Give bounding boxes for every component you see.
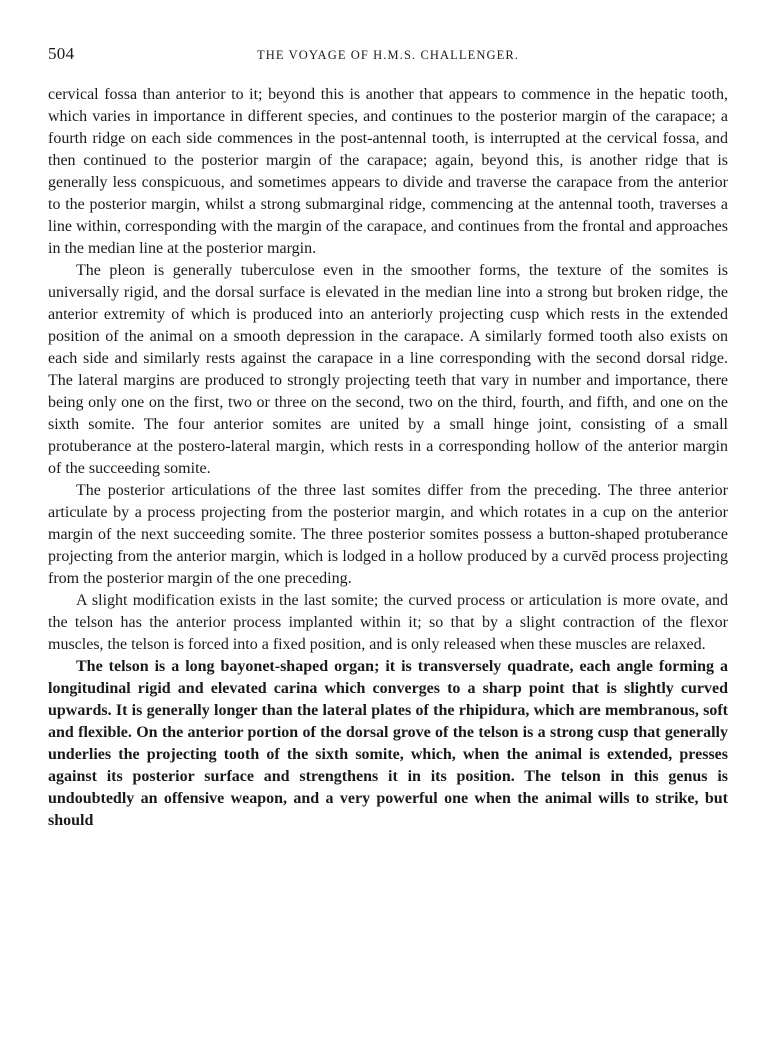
page-number: 504	[48, 44, 75, 63]
paragraph-telson: The telson is a long bayonet-shaped organ; it is transversely quadrate, each angle forming a longitudinal rigid and elevated carina which converges to a sharp point that is slightly curved upwards. It is generally longer than the lateral plates of the rhipidura, which are membranous, soft and flexible. On the anterior portion of the dorsal grove of the telson is a strong cusp that generally underlies the projecting tooth of the sixth somite, which, when the animal is extended, presses against its posterior surface and strengthens it in its position. The telson in this genus is undoubtedly an offensive weapon, and a very powerful one when the animal wills to strike, but should	[48, 658, 728, 829]
body-text	[48, 84, 728, 832]
page-header	[48, 0, 728, 72]
paragraph-pleon: The pleon is generally tuberculose even in the smoother forms, the texture of the somites is universally rigid, and the dorsal surface is elevated in the median line into a strong but broken ridge, the anterior extremity of which is produced into an anteriorly projecting cusp which rests in the extended position of the animal on a smooth depression in the carapace. A similarly formed tooth also exists on each side and similarly rests against the carapace in a line corresponding with the second dorsal ridge. The lateral margins are produced to strongly projecting teeth that vary in number and importance, there being only one on the first, two or three on the second, two on the third, fourth, and fifth, and one on the sixth somite. The four anterior somites are united by a small hinge joint, consisting of a small protuberance at the postero-lateral margin, which rests in a corresponding hollow of the anterior margin of the succeeding somite.	[48, 262, 728, 477]
paragraph-posterior-articulations: The posterior articulations of the three last somites differ from the preceding. The three anterior articulate by a process projecting from the posterior margin, and which rotates in a cup on the anterior margin of the next succeeding somite. The three posterior somites possess a button-shaped protuberance projecting from the anterior margin, which is lodged in a hollow produced by a curvēd process projecting from the posterior margin of the one preceding.	[48, 482, 728, 587]
running-title: THE VOYAGE OF H.M.S. CHALLENGER.	[256, 48, 520, 62]
paragraph-carapace-ridges: cervical fossa than anterior to it; beyond this is another that appears to commence in the hepatic tooth, which varies in importance in different species, and continues to the posterior margin of the carapace; a fourth ridge on each side commences in the post-antennal tooth, is interrupted at the cervical fossa, and then continued to the posterior margin of the carapace; again, beyond this, is another ridge that is generally less conspicuous, and sometimes appears to divide and traverse the carapace from the anterior to the posterior margin, whilst a strong submarginal ridge, commencing at the antennal tooth, traverses a line within, corresponding with the margin of the carapace, and continues from the frontal and approaches in the median line at the posterior margin.	[48, 86, 728, 257]
page	[48, 0, 728, 829]
paragraph-last-somite: A slight modification exists in the last somite; the curved process or articulation is more ovate, and the telson has the anterior process implanted within it; so that by a slight contraction of the flexor muscles, the telson is forced into a fixed position, and is only released when these muscles are relaxed.	[48, 592, 728, 653]
